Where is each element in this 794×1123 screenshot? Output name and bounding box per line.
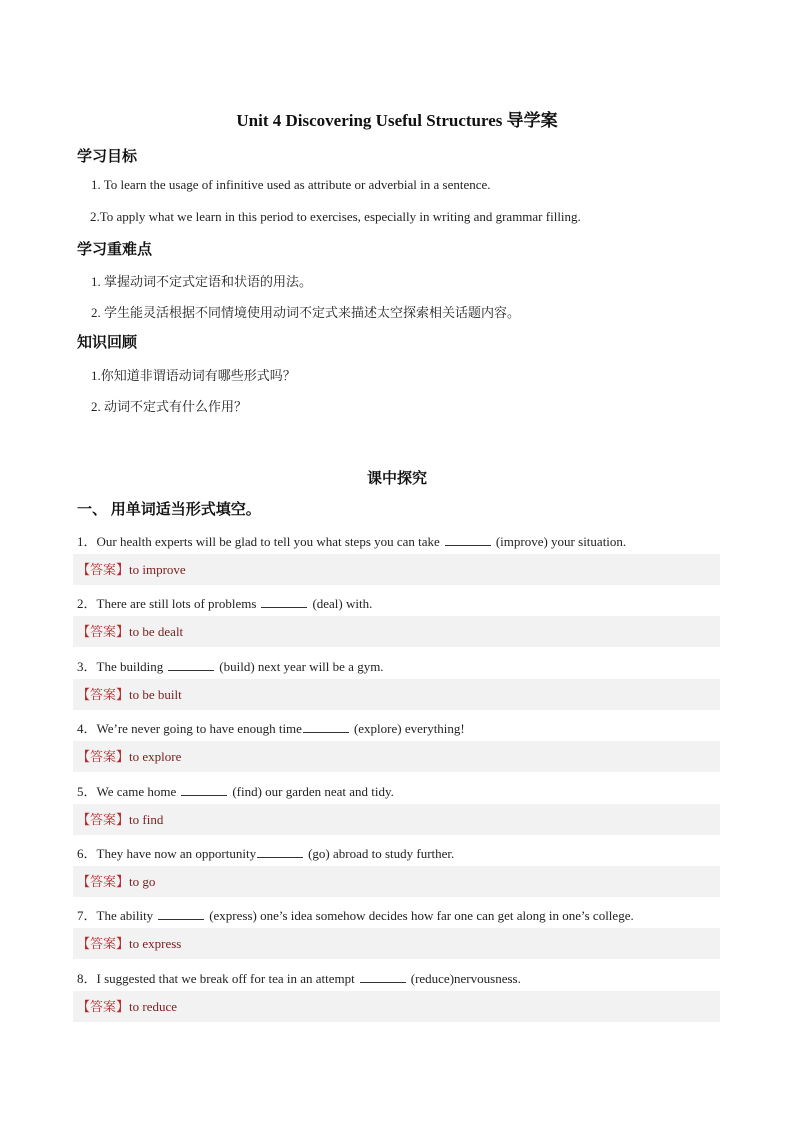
learning-goals-heading: 学习目标: [77, 149, 138, 165]
question-hint: (express) one’s idea somehow decides how far one can get along in one’s college.: [209, 908, 634, 923]
answer-blank: [168, 660, 214, 671]
answer-box-4: [73, 741, 720, 772]
answer-blank: [445, 535, 491, 546]
answer-blank: [181, 785, 227, 796]
answer-blank: [158, 909, 204, 920]
question-hint: (explore) everything!: [353, 721, 465, 736]
question-text: 7．The ability: [77, 908, 154, 923]
question-4: [77, 718, 465, 737]
answer-label: 【答案】: [77, 812, 130, 827]
answer-box-6: [73, 866, 720, 897]
answer-blank: [360, 972, 406, 983]
question-6: [77, 843, 454, 862]
learning-goal-1: 1. To learn the usage of infinitive used as attribute or adverbial in a sentence.: [91, 177, 491, 192]
key-point-1: 1. 掌握动词不定式定语和状语的用法。: [91, 274, 313, 289]
question-hint: (improve) your situation.: [495, 534, 627, 549]
question-2: [77, 593, 372, 612]
question-text: 6．They have now an opportunity: [77, 846, 257, 861]
answer-blank: [257, 847, 303, 858]
key-points-heading: 学习重难点: [77, 242, 153, 258]
answer-box-2: [73, 616, 720, 647]
section-title: 一、 用单词适当形式填空。: [77, 502, 261, 518]
answer-text: to explore: [129, 749, 182, 764]
question-3: [77, 656, 384, 675]
answer-text: to go: [129, 874, 156, 889]
answer-label: 【答案】: [77, 624, 130, 639]
answer-text: to be built: [129, 687, 182, 702]
answer-label: 【答案】: [77, 562, 130, 577]
question-text: 8．I suggested that we break off for tea in an attempt: [77, 971, 355, 986]
question-text: 5．We came home: [77, 784, 177, 799]
question-hint: (build) next year will be a gym.: [219, 659, 384, 674]
explore-heading: 课中探究: [366, 471, 427, 487]
answer-label: 【答案】: [77, 874, 130, 889]
answer-box-5: [73, 804, 720, 835]
answer-text: to express: [129, 936, 182, 951]
answer-text: to be dealt: [129, 624, 184, 639]
question-1: [77, 531, 626, 550]
question-7: [77, 905, 634, 924]
question-text: 4．We’re never going to have enough time: [77, 721, 302, 736]
answer-label: 【答案】: [77, 749, 130, 764]
answer-blank: [261, 597, 307, 608]
answer-text: to find: [129, 812, 164, 827]
answer-blank: [303, 722, 349, 733]
question-5: [77, 781, 394, 800]
learning-goal-2: 2.To apply what we learn in this period to exercises, especially in writing and grammar filling.: [90, 209, 581, 224]
answer-label: 【答案】: [77, 687, 130, 702]
answer-box-3: [73, 679, 720, 710]
question-hint: (reduce)nervousness.: [410, 971, 521, 986]
key-point-2: 2. 学生能灵活根据不同情境使用动词不定式来描述太空探索相关话题内容。: [91, 305, 521, 320]
question-hint: (go) abroad to study further.: [308, 846, 455, 861]
answer-box-7: [73, 928, 720, 959]
answer-box-1: [73, 554, 720, 585]
question-hint: (find) our garden neat and tidy.: [232, 784, 394, 799]
question-8: [77, 968, 521, 987]
document-title: Unit 4 Discovering Useful Structures 导学案: [236, 111, 558, 130]
answer-label: 【答案】: [77, 936, 130, 951]
review-item-1: 1.你知道非谓语动词有哪些形式吗？: [91, 368, 296, 383]
review-heading: 知识回顾: [77, 335, 138, 351]
question-hint: (deal) with.: [312, 596, 373, 611]
review-item-2: 2. 动词不定式有什么作用？: [91, 399, 248, 414]
answer-text: to reduce: [129, 999, 178, 1014]
question-text: 3．The building: [77, 659, 164, 674]
question-text: 1．Our health experts will be glad to tell you what steps you can take: [77, 534, 440, 549]
answer-box-8: [73, 991, 720, 1022]
answer-label: 【答案】: [77, 999, 130, 1014]
answer-text: to improve: [129, 562, 186, 577]
question-text: 2．There are still lots of problems: [77, 596, 257, 611]
